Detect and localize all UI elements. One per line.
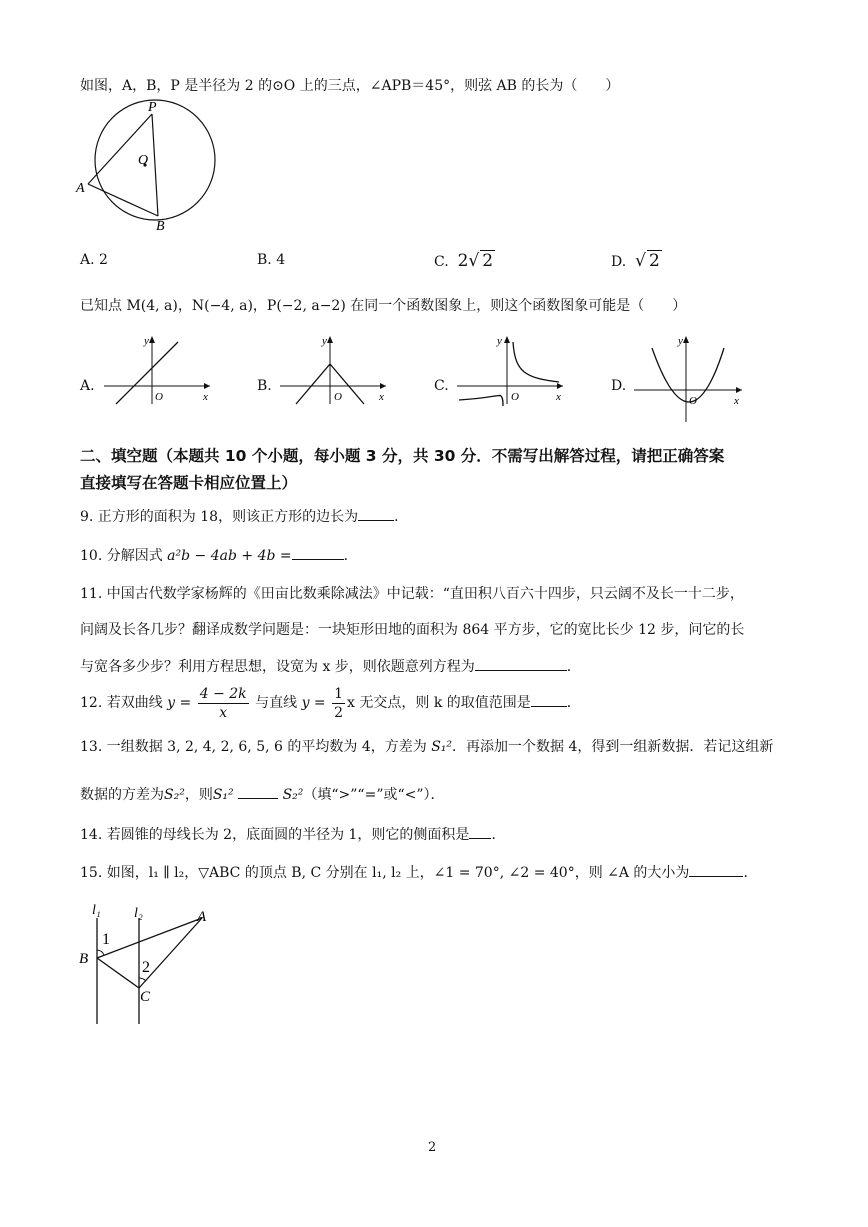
q11-line1: 11. 中国古代数学家杨辉的《田亩比数乘除减法》中记载：“直田积八百六十四步，只云阔不及长一十二步， <box>80 586 744 602</box>
q13-line2: 数据的方差为S₂²，则S₁² S₂²（填“>”“=”或“<”）． <box>80 784 445 805</box>
svg-text:x: x <box>379 391 384 403</box>
svg-text:y: y <box>497 335 502 347</box>
q8-text: 已知点 M(4, a)，N(−4, a)，P(−2, a−2) 在同一个函数图象上，则这个函数图象可能是（ ） <box>80 298 687 314</box>
svg-text:x: x <box>556 391 561 403</box>
q8-option-b: B. <box>257 378 272 394</box>
q8-graph-a <box>100 334 212 406</box>
q8-graph-c <box>455 334 567 406</box>
q8-graph-d <box>632 334 744 424</box>
q7-text: 如图，A，B，P 是半径为 2 的⊙O 上的三点，∠APB＝45°，则弦 AB 的长为（ ） <box>80 78 620 94</box>
svg-text:B: B <box>79 951 89 967</box>
svg-text:O: O <box>155 391 163 403</box>
q8-option-c: C. <box>434 378 449 394</box>
svg-text:1: 1 <box>102 931 110 948</box>
q11-line2: 问阔及长各几步？翻译成数学问题是：一块矩形田地的面积为 864 平方步，它的宽比长少 12 步，问它的长 <box>80 622 745 638</box>
svg-text:O: O <box>689 395 697 407</box>
svg-text:O: O <box>511 391 519 403</box>
svg-text:y: y <box>144 335 149 347</box>
q12: 12. 若双曲线 y = $\frac{4 - 2k}{x}$ 与直线 y = $\frac{1}{2}$ x 无交点，则 k 的取值范围是 ． <box>80 685 581 721</box>
q7-option-b: B. 4 <box>257 252 286 268</box>
q7-option-c: C. 2√ 2 <box>434 251 494 271</box>
svg-text:x: x <box>203 391 208 403</box>
q7-option-d: D. √ 2 <box>611 251 660 271</box>
svg-text:y: y <box>678 335 683 347</box>
q13-line1: 13. 一组数据 3, 2, 4, 2, 6, 5, 6 的平均数为 4，方差为 S₁²．再添加一个数据 4，得到一组新数据．若记这组新 <box>80 739 774 755</box>
q14: 14. 若圆锥的母线长为 2，底面圆的半径为 1，则它的侧面积是 ． <box>80 824 505 845</box>
q11-line3: 与宽各多少步？利用方程思想，设宽为 x 步，则依题意列方程为 ． <box>80 656 581 677</box>
svg-text:x: x <box>734 395 739 407</box>
q7-label-o: O <box>138 153 149 168</box>
section-2-heading-line2: 直接填写在答题卡相应位置上） <box>80 474 298 492</box>
q7-label-b: B <box>156 219 165 234</box>
q8-graph-b <box>278 334 390 406</box>
page-number: 2 <box>428 1140 437 1155</box>
q10: 10. 分解因式 a²b − 4ab + 4b = ． <box>80 545 358 566</box>
svg-text:O: O <box>334 391 342 403</box>
q7-label-p: P <box>148 100 157 115</box>
q7-circle-figure <box>74 98 234 236</box>
q9: 9. 正方形的面积为 18，则该正方形的边长为 ． <box>80 506 408 527</box>
svg-text:A: A <box>197 909 207 925</box>
svg-text:l₂: l₂ <box>134 906 143 921</box>
q15-parallel-lines-figure <box>76 898 226 1028</box>
q7-option-a: A. 2 <box>80 252 108 268</box>
q7-label-a: A <box>76 181 85 196</box>
svg-text:C: C <box>140 989 151 1005</box>
svg-text:l₁: l₁ <box>92 903 101 918</box>
svg-text:2: 2 <box>142 959 150 976</box>
q8-option-a: A. <box>80 378 95 394</box>
q8-option-d: D. <box>611 378 627 394</box>
section-2-heading-line1: 二、填空题（本题共 10 个小题，每小题 3 分，共 30 分．不需写出解答过程，请把正确答案 <box>80 447 725 465</box>
svg-text:y: y <box>322 335 327 347</box>
q15-text: 15. 如图，l₁ ∥ l₂，▽ABC 的顶点 B, C 分别在 l₁, l₂ 上，∠1 = 70°, ∠2 = 40°，则 ∠A 的大小为 ． <box>80 862 757 883</box>
